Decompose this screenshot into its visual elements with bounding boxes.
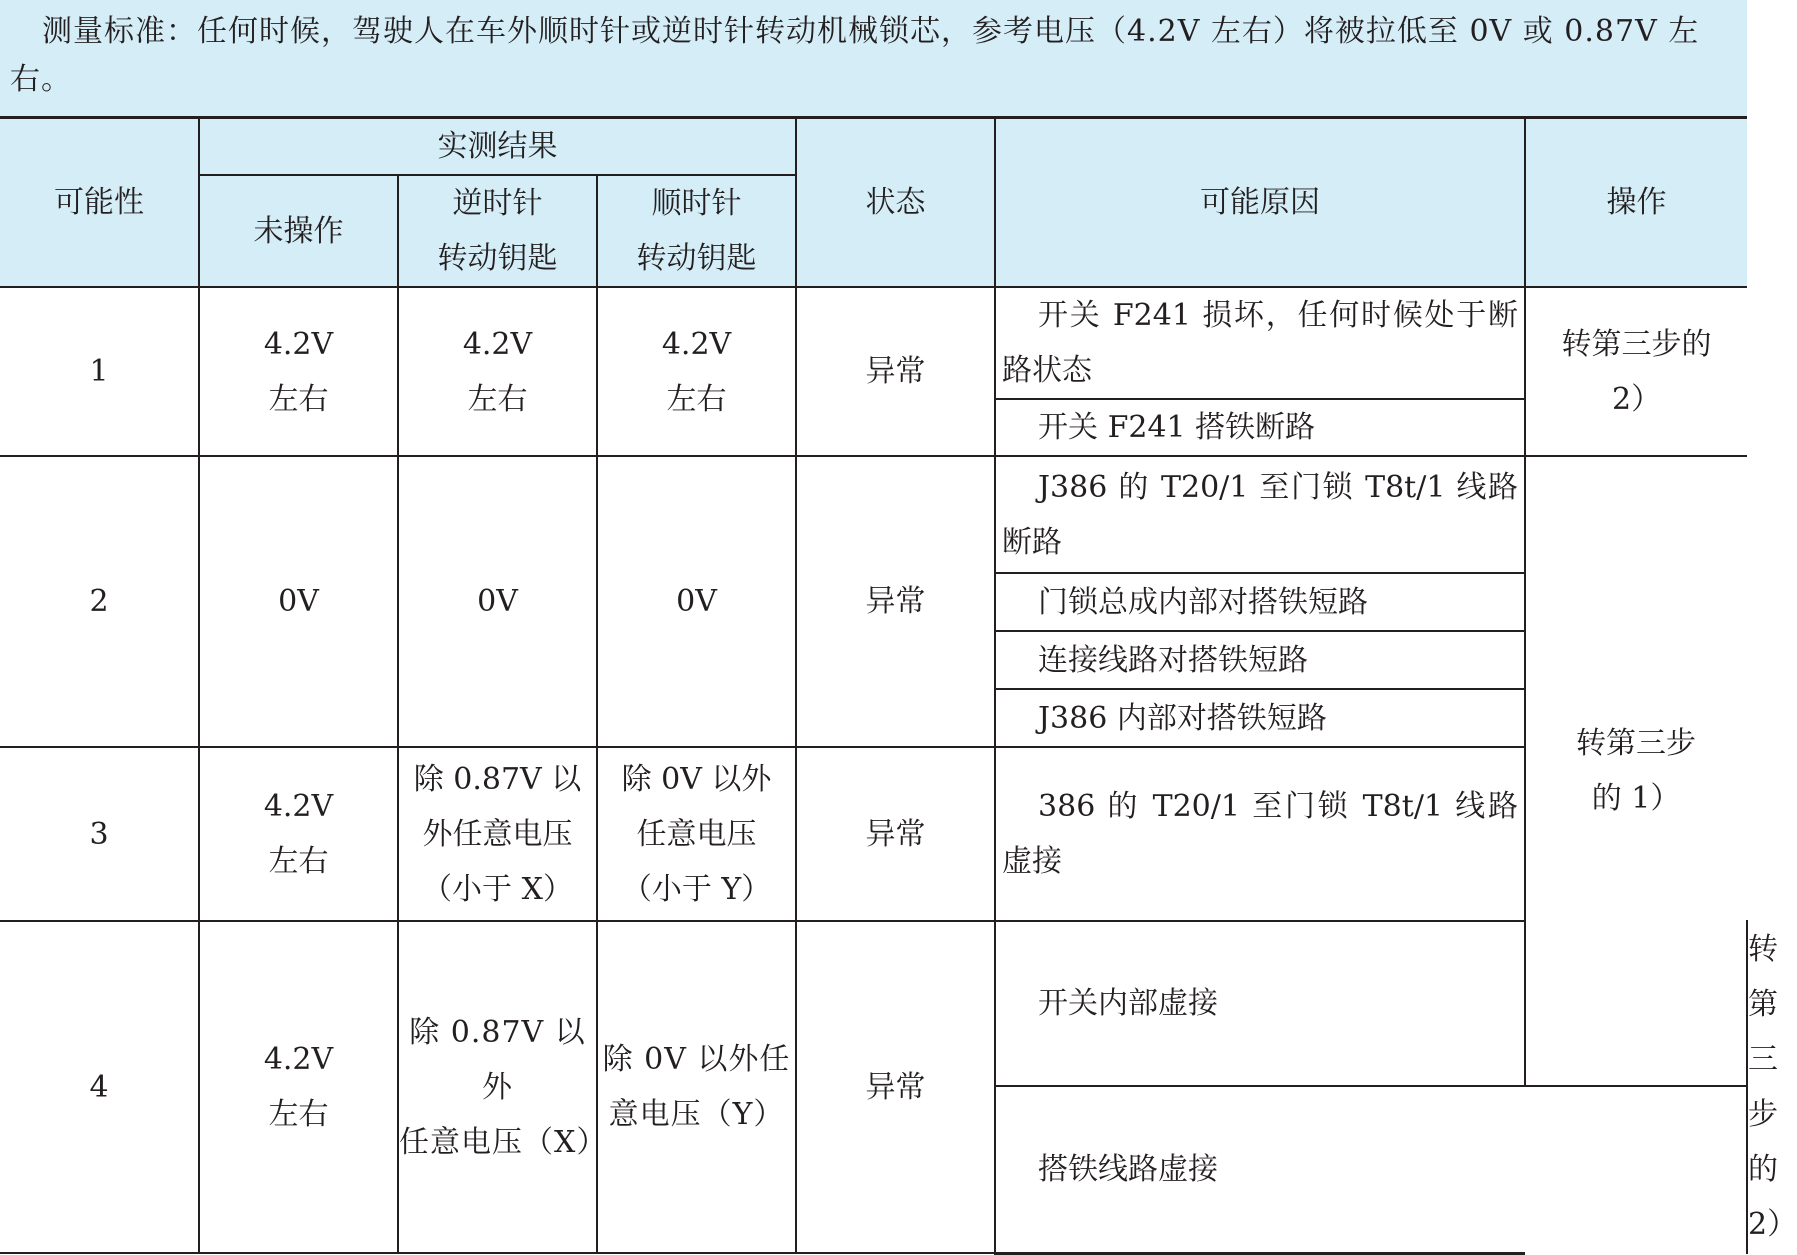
header-status: 状态	[796, 118, 995, 288]
row-2-cause-1: J386 的 T20/1 至门锁 T8t/1 线路断路	[995, 456, 1525, 573]
row-4-status: 异常	[796, 921, 995, 1253]
row-2-ccw: 0V	[398, 456, 597, 747]
row-1-cause-1: 开关 F241 损坏，任何时候处于断路状态	[995, 287, 1525, 399]
row-4-cw: 除 0V 以外任 意电压（Y）	[597, 921, 796, 1253]
row-3-cause-1: 386 的 T20/1 至门锁 T8t/1 线路虚接	[995, 747, 1525, 921]
row-2-not-operated: 0V	[199, 456, 398, 747]
row-4-id: 4	[0, 921, 199, 1253]
header-not-operated: 未操作	[199, 175, 398, 287]
row-1-operation: 转第三步的 2）	[1525, 287, 1747, 456]
row-2-id: 2	[0, 456, 199, 747]
row-1-not-operated: 4.2V 左右	[199, 287, 398, 456]
header-possible-cause: 可能原因	[995, 118, 1525, 288]
row-3-cw: 除 0V 以外 任意电压 （小于 Y）	[597, 747, 796, 921]
row-3-not-operated: 4.2V 左右	[199, 747, 398, 921]
measurement-standard-text: 测量标准：任何时候，驾驶人在车外顺时针或逆时针转动机械锁芯，参考电压（4.2V 左右）将被拉低至 0V 或 0.87V 左右。	[0, 0, 1747, 116]
row-4-cause-2: 搭铁线路虚接	[995, 1086, 1525, 1253]
row-4-cause-1: 开关内部虚接	[995, 921, 1525, 1086]
diagnosis-table: 可能性 实测结果 状态 可能原因 操作 未操作 逆时针 转动钥匙 顺时针 转动钥匙 1 4.2V 左右 4.2V 左右 4.2V 左右 异常 开关 F241 损坏，任何时候处于断路状态 转第三步的 2） 开关 F241 搭铁断路 2 0V 0V 0V 异常 J386 的 T20/1 至门锁 T8t/1 线路断路 转第三步 的 1） 门锁总成内部对搭铁短路 连接线路对搭铁短路 J386 内部对搭铁短路 3 4.2V 左右 除 0.87V 以 外任意电压 （小于 X） 除 0V 以外 任意电压 （小于 Y） 异常 386 的 T20/1 至门锁 T8t/1 线路虚接 4 4.2V 左右 除 0.87V 以外 任意电压（X） 除 0V 以外任 意电压（Y） 异常 开关内部虚接 转第三步的 2） 搭铁线路虚接	[0, 116, 1747, 1255]
header-operation: 操作	[1525, 118, 1747, 288]
row-2-cw: 0V	[597, 456, 796, 747]
row-1-cause-2: 开关 F241 搭铁断路	[995, 399, 1525, 456]
row-2-cause-2: 门锁总成内部对搭铁短路	[995, 573, 1525, 631]
header-possibility: 可能性	[0, 118, 199, 288]
row-1-status: 异常	[796, 287, 995, 456]
row-4-ccw: 除 0.87V 以外 任意电压（X）	[398, 921, 597, 1253]
row-2-3-operation: 转第三步 的 1）	[1525, 456, 1747, 1086]
row-2-status: 异常	[796, 456, 995, 747]
row-1-id: 1	[0, 287, 199, 456]
row-1-ccw: 4.2V 左右	[398, 287, 597, 456]
row-3-status: 异常	[796, 747, 995, 921]
row-2-cause-4: J386 内部对搭铁短路	[995, 689, 1525, 747]
row-2-cause-3: 连接线路对搭铁短路	[995, 631, 1525, 689]
header-counterclockwise: 逆时针 转动钥匙	[398, 175, 597, 287]
header-clockwise: 顺时针 转动钥匙	[597, 175, 796, 287]
row-3-ccw: 除 0.87V 以 外任意电压 （小于 X）	[398, 747, 597, 921]
header-measured-results: 实测结果	[199, 118, 796, 176]
row-4-not-operated: 4.2V 左右	[199, 921, 398, 1253]
row-3-id: 3	[0, 747, 199, 921]
row-1-cw: 4.2V 左右	[597, 287, 796, 456]
